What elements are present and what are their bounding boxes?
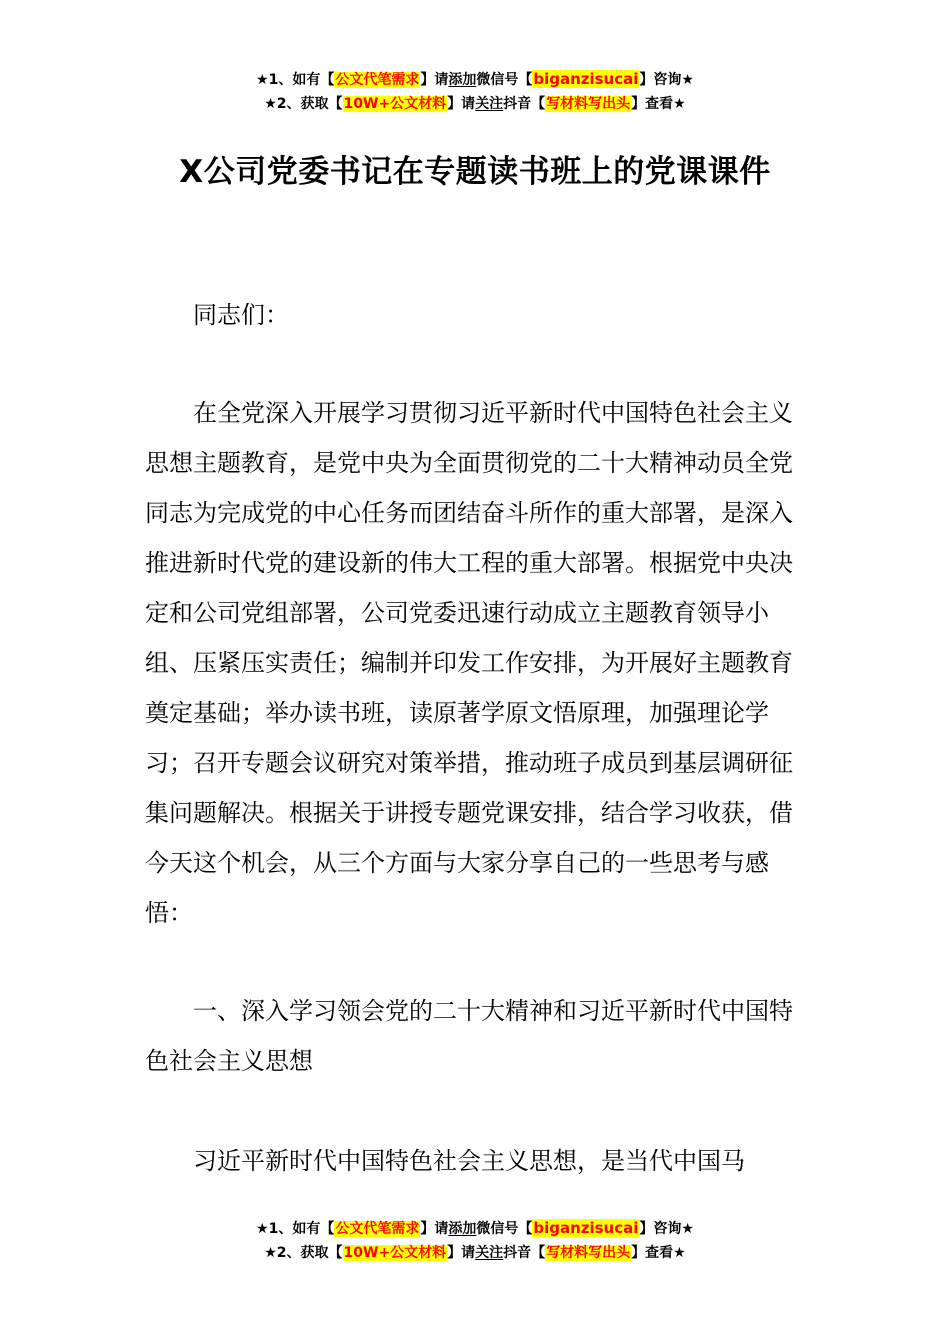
paragraph-2 xyxy=(145,1136,810,1186)
banner-line-2 xyxy=(0,92,950,116)
banner-line-1-mid2: 微信号【 xyxy=(476,72,533,88)
footer-line-1-mid2: 微信号【 xyxy=(476,1221,533,1237)
banner-action-add: 添加 xyxy=(448,72,477,88)
section-heading-1 xyxy=(145,986,810,1086)
banner-line-2-suffix: 】查看★ xyxy=(631,96,686,112)
footer-line-1-prefix: ★1、如有【 xyxy=(256,1221,335,1237)
footer-line-2-mid1: 】请 xyxy=(447,1245,476,1261)
footer-wechat-id: biganzisucai xyxy=(533,1219,639,1237)
footer-service-highlight: 公文代笔需求 xyxy=(335,1221,420,1237)
footer-line-1-mid1: 】请 xyxy=(420,1221,449,1237)
banner-line-1-prefix: ★1、如有【 xyxy=(256,72,335,88)
footer-douyin-id: 写材料写出头 xyxy=(546,1245,631,1261)
banner-line-1 xyxy=(0,67,950,92)
banner-line-2-mid2: 抖音【 xyxy=(503,96,546,112)
banner-line-1-suffix: 】咨询★ xyxy=(639,72,694,88)
footer-line-1-suffix: 】咨询★ xyxy=(639,1221,694,1237)
footer-banner-line-2 xyxy=(0,1241,950,1265)
banner-action-follow: 关注 xyxy=(475,96,504,112)
document-title: X公司党委书记在专题读书班上的党课课件 xyxy=(179,154,771,190)
footer-line-2-prefix: ★2、获取【 xyxy=(264,1245,343,1261)
banner-line-1-mid1: 】请 xyxy=(420,72,449,88)
footer-line-2-suffix: 】查看★ xyxy=(631,1245,686,1261)
paragraph-1-text: 在全党深入开展学习贯彻习近平新时代中国特色社会主义思想主题教育，是党中央为全面贯彻党的二十大精神动员全党同志为完成党的中心任务而团结奋斗所作的重大部署，是深入推进新时代党的建设新的伟大工程的重大部署。根据党中央决定和公司党组部署，公司党委迅速行动成立主题教育领导小组、压紧压实责任；编制并印发工作安排，为开展好主题教育奠定基础；举办读书班，读原著学原文悟原理，加强理论学习；召开专题会议研究对策举措，推动班子成员到基层调研征集问题解决。根据关于讲授专题党课安排，结合学习收获，借今天这个机会，从三个方面与大家分享自己的一些思考与感悟： xyxy=(145,399,793,927)
header-banner xyxy=(0,67,950,116)
banner-service-highlight: 公文代笔需求 xyxy=(335,72,420,88)
footer-material-highlight: 10W+公文材料 xyxy=(343,1245,447,1261)
banner-line-2-mid1: 】请 xyxy=(447,96,476,112)
footer-action-add: 添加 xyxy=(448,1221,477,1237)
footer-action-follow: 关注 xyxy=(475,1245,504,1261)
section-heading-1-text: 一、深入学习领会党的二十大精神和习近平新时代中国特色社会主义思想 xyxy=(145,997,793,1075)
footer-banner-line-1 xyxy=(0,1216,950,1241)
footer-banner xyxy=(0,1216,950,1265)
salutation xyxy=(145,290,810,340)
banner-material-highlight: 10W+公文材料 xyxy=(343,96,447,112)
paragraph-1 xyxy=(145,388,810,938)
salutation-text: 同志们： xyxy=(193,301,289,329)
paragraph-2-text: 习近平新时代中国特色社会主义思想，是当代中国马 xyxy=(193,1147,745,1175)
footer-line-2-mid2: 抖音【 xyxy=(503,1245,546,1261)
banner-douyin-id: 写材料写出头 xyxy=(546,96,631,112)
banner-wechat-id: biganzisucai xyxy=(533,70,639,88)
banner-line-2-prefix: ★2、获取【 xyxy=(264,96,343,112)
